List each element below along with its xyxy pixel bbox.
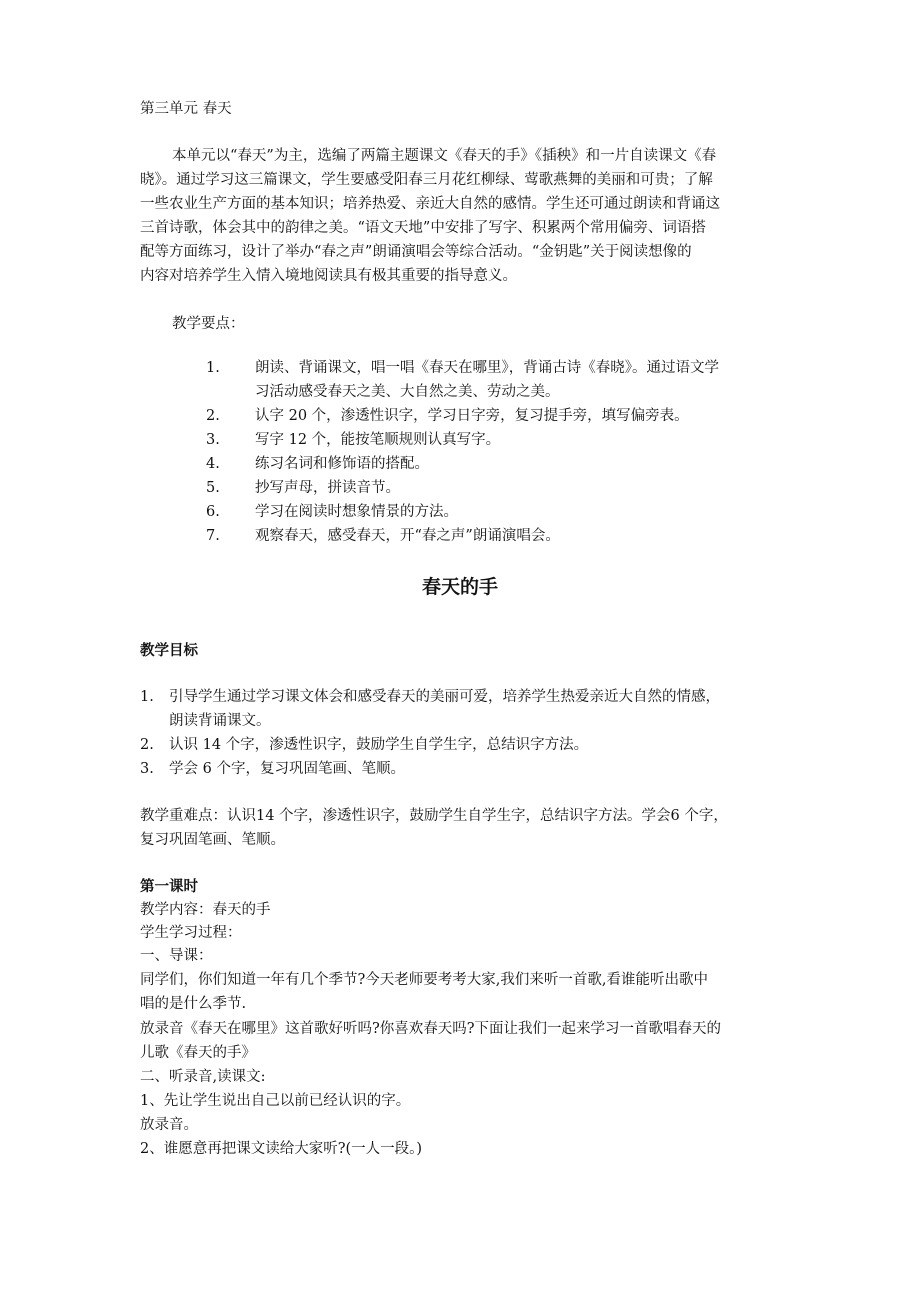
period-heading: 第一课时	[140, 879, 198, 895]
process-line: 放录音《春天在哪里》这首歌好听吗?你喜欢春天吗?下面让我们一起来学习一首歌唱春天的	[140, 1021, 722, 1037]
list-item: 朗读、背诵课文，唱一唱《春天在哪里》，背诵古诗《春晓》。通过语文学	[255, 360, 719, 376]
list-number: 2.	[206, 408, 220, 424]
lesson-title: 春天的手	[421, 576, 498, 598]
process-line: 2、谁愿意再把课文读给大家听?(一人一段。)	[140, 1141, 423, 1157]
process-line: 儿歌《春天的手》	[140, 1045, 256, 1061]
process-line: 教学内容：春天的手	[140, 902, 271, 918]
process-line: 同学们，你们知道一年有几个季节?今天老师要考考大家,我们来听一首歌,看谁能听出歌中	[140, 972, 708, 988]
list-item: 引导学生通过学习课文体会和感受春天的美丽可爱，培养学生热爱亲近大自然的情感，	[169, 689, 720, 705]
list-number: 1.	[140, 689, 154, 705]
list-item: 抄写声母，拼读音节。	[255, 480, 400, 496]
list-number: 3.	[206, 432, 220, 448]
key-points-label: 教学要点：	[172, 316, 245, 332]
list-number: 5.	[206, 480, 220, 496]
intro-line: 本单元以“春天”为主，选编了两篇主题课文《春天的手》《插秧》和一片自读课文《春	[172, 148, 717, 164]
list-number: 4.	[206, 456, 220, 472]
unit-heading: 第三单元 春天	[140, 101, 232, 117]
list-item: 朗读背诵课文。	[169, 713, 271, 729]
process-line: 唱的是什么季节.	[140, 996, 247, 1012]
objectives-heading: 教学目标	[140, 643, 198, 659]
intro-line: 晓》。通过学习这三篇课文，学生要感受阳春三月花红柳绿、莺歌燕舞的美丽和可贵；了解	[140, 172, 713, 188]
process-line: 一、导课：	[140, 948, 213, 964]
process-line: 二、听录音,读课文:	[140, 1069, 266, 1085]
process-line: 1、先让学生说出自己以前已经认识的字。	[140, 1093, 411, 1109]
list-item: 学习在阅读时想象情景的方法。	[255, 504, 458, 520]
intro-line: 一些农业生产方面的基本知识；培养热爱、亲近大自然的感情。学生还可通过朗读和背诵这	[140, 196, 720, 212]
list-number: 1.	[206, 360, 220, 376]
intro-line: 三首诗歌，体会其中的韵律之美。“语文天地”中安排了写字、积累两个常用偏旁、词语搭	[140, 220, 706, 236]
list-number: 3.	[140, 761, 154, 777]
list-number: 7.	[206, 528, 220, 544]
process-line: 放录音。	[140, 1117, 198, 1133]
list-item: 写字 12 个，能按笔顺规则认真写字。	[255, 432, 501, 448]
difficulty-line: 复习巩固笔画、笔顺。	[140, 832, 285, 848]
list-item: 观察春天，感受春天，开“春之声”朗诵演唱会。	[255, 528, 560, 544]
process-line: 学生学习过程：	[140, 925, 242, 941]
list-item: 认字 20 个，渗透性识字，学习日字旁，复习提手旁，填写偏旁表。	[255, 408, 689, 424]
list-item: 习活动感受春天之美、大自然之美、劳动之美。	[255, 384, 560, 400]
list-number: 6.	[206, 504, 220, 520]
list-item: 认识 14 个字，渗透性识字，鼓励学生自学生字，总结识字方法。	[169, 737, 589, 753]
difficulty-line: 教学重难点：认识14 个字，渗透性识字，鼓励学生自学生字，总结识字方法。学会6 个字，	[140, 808, 728, 824]
list-item: 练习名词和修饰语的搭配。	[255, 456, 429, 472]
list-number: 2.	[140, 737, 154, 753]
list-item: 学会 6 个字，复习巩固笔画、笔顺。	[169, 761, 405, 777]
intro-line: 内容对培养学生入情入境地阅读具有极其重要的指导意义。	[140, 268, 517, 284]
intro-line: 配等方面练习，设计了举办“春之声”朗诵演唱会等综合活动。“金钥匙”关于阅读想像的	[140, 244, 692, 260]
